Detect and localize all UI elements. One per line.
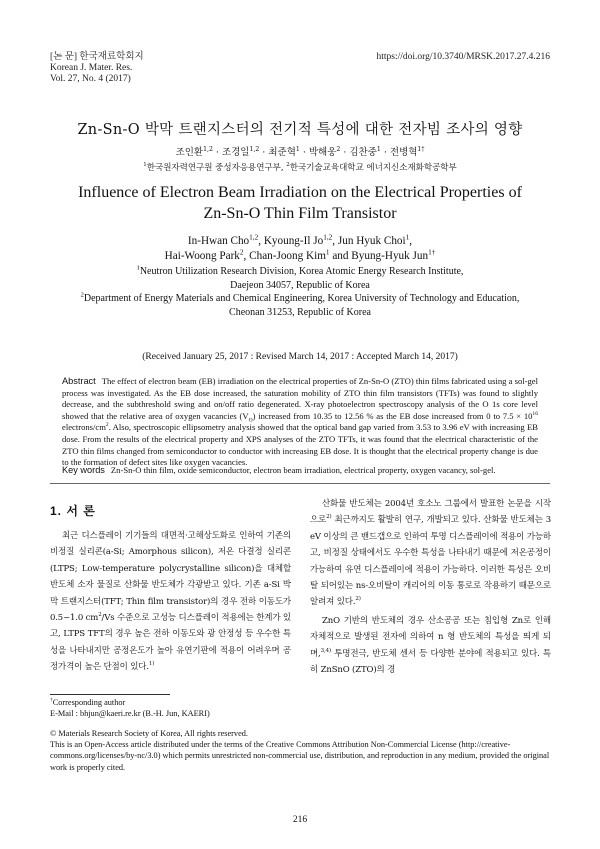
english-affiliations [52, 265, 548, 319]
aff-mark: 1 [325, 248, 330, 257]
license-text: This is an Open-Access article distributed under the terms of the Creative Commons Attribution Non-Commercial License (http://creative-commons.org/licenses/by-nc/3.0) which permits unrestricted non-commercial use, distribution, and reproduction in any medium, provided the original work is properly cited. [50, 740, 550, 772]
paragraph-text: 투명전극, 반도체 센서 등 다양한 분야에 적용되고 있다. 특히 ZnSnO (ZTO)의 경 [310, 648, 551, 676]
affiliation-ko-2: 한국기술교육대학교 에너지신소재화학공학부 [289, 163, 457, 173]
affiliation-text: Department of Energy Materials and Chemical Engineering, Korea University of Technology and Education, [83, 293, 520, 305]
keywords-label: Key words [62, 465, 105, 475]
abstract [62, 376, 538, 469]
paragraph-text: 최근까지도 활발히 연구, 개발되고 있다. 산화물 반도체는 3 eV 이상의 큰 밴드갭으로 인하여 투명 디스플레이에 적용이 가능하고, 비정질 상태에서도 우수한 특성을 나타내기 때문에 저온공정이 가능하여 유연 디스플레이에 적용이 가능하다. 이러한 특성은 오비탈 되어있는 ns-오비탈이 캐리어의 이동 통로로 작용하기 때문으로 알려져 있다. [310, 515, 551, 608]
english-title [60, 182, 540, 224]
paragraph-text: ZnO 기반의 반도체의 경우 산소공공 또는 침입형 Zn로 인해 자체적으로 발생된 전자에 의하여 n 형 반도체의 특성을 띄게 되며, [310, 615, 551, 659]
right-column [310, 496, 551, 680]
english-title-line: Influence of Electron Beam Irradiation on the Electrical Properties of [78, 184, 522, 201]
section-divider [50, 483, 550, 484]
english-authors-line: In-Hwan Cho$^{1,2}$, Kyoung-Il Jo$^{1,2}$, Jun Hyuk Choi$^1$, [187, 233, 413, 247]
journal-volume: Vol. 27, No. 4 (2017) [50, 74, 131, 84]
english-authors-line: Hai-Woong Park$^2$, Chan-Joong Kim$^1$ and Byung-Hyuk Jun$^{1\dagger}$ [164, 248, 436, 262]
abstract-text: ) increased from 10.35 to 12.56 % as the EB dose increased from 0 to 7.5 × 10 [252, 410, 533, 421]
author-en: In-Hwan Cho [187, 235, 250, 247]
section-heading-introduction: 1. 서 론 [50, 504, 96, 518]
page-number: 216 [292, 815, 308, 825]
corresponding-author-footnote [50, 697, 210, 719]
affiliation-en-2 [52, 292, 548, 306]
footnote-line [50, 697, 210, 708]
author-en: Byung-Hyuk Jun [351, 250, 429, 262]
aff-mark: 1 [376, 145, 381, 153]
aff-mark: 1† [428, 248, 436, 257]
abstract-text: electrons/cm [62, 422, 106, 433]
footnote-text: Corresponding author [52, 698, 126, 707]
footnote-email[interactable]: E-Mail : bhjun@kaeri.re.kr (B.-H. Jun, KAERI) [50, 709, 210, 718]
abstract-text: . Also, spectroscopic ellipsometry analysis showed that the optical band gap varied from 3.53 to 3.96 eV with increasing EB dose. From the results of the electrical property and XPS analyses of the ZTO TFTs, it was found that the electrical characteristic of the ZTO thin films changed from semiconductor to conductor with increasing EB dose. It is thought that the electrical property change is due to the formation of defect sites like oxygen vacancies. [62, 422, 538, 468]
aff-mark: 1,2 [249, 233, 259, 242]
affiliation-text: Daejeon 34057, Republic of Korea [230, 279, 370, 291]
author-ko: 김찬중 [349, 147, 377, 158]
reference-mark[interactable]: 2) [355, 596, 361, 603]
author-en: Hai-Woong Park [164, 250, 240, 262]
affiliation-text: Cheonan 31253, Republic of Korea [229, 306, 371, 318]
aff-mark: 1,2 [323, 233, 333, 242]
reference-mark[interactable]: 3,4) [320, 647, 331, 654]
affiliation-en-1 [52, 265, 548, 279]
english-title-line: Zn-Sn-O Thin Film Transistor [203, 205, 397, 222]
aff-mark: 1,2 [249, 145, 260, 153]
abstract-superscript: 16 [532, 410, 538, 417]
paragraph [310, 613, 551, 679]
aff-mark: 2 [336, 145, 341, 153]
left-column [50, 528, 291, 678]
aff-mark: 2 [239, 248, 244, 257]
footnote-divider [50, 694, 170, 695]
author-en: Kyoung-Il Jo [263, 235, 324, 247]
aff-mark: 1,2 [203, 145, 213, 153]
aff-mark: 2 [80, 291, 84, 299]
aff-mark: 1 [136, 264, 140, 272]
abstract-label: Abstract [62, 376, 96, 386]
aff-mark: 1 [143, 162, 147, 169]
aff-mark: 2 [286, 162, 290, 169]
copyright-notice [50, 728, 550, 773]
dagger-mark: † [50, 697, 53, 704]
author-ko: 조인환 [175, 147, 204, 158]
english-authors [60, 234, 540, 264]
paragraph-text: 산화물 반도체는 2004년 호소노 그룹에서 발표한 논문을 시작으로 [310, 499, 551, 526]
author-en: Jun Hyuk Choi [337, 235, 406, 247]
affiliation-text: Neutron Utilization Research Division, Korea Atomic Energy Research Institute, [139, 266, 464, 277]
korean-title: Zn-Sn-O 박막 트랜지스터의 전기적 특성에 대한 전자빔 조사의 영향 [77, 122, 523, 138]
author-ko: 조경일 [221, 147, 250, 158]
aff-mark: 1† [417, 145, 425, 153]
abstract-subscript: O [248, 417, 253, 424]
aff-mark: 1 [405, 233, 410, 242]
paragraph-text: /Vs 수준으로 고성능 디스플레이 적용에는 한계가 있고, LTPS TFT의 경우 높은 전하 이동도와 광 안정성 등 우수한 특성을 나타내지만 공정온도가 높아 유연기판에 적용이 어려우며 공정가격이 높은 단점이 있다. [50, 613, 291, 673]
paragraph-text: 최근 디스플레이 기기들의 대면적·고해상도화로 인하여 기존의 비정질 실리콘(a-Si; Amorphous silicon), 저온 다결정 실리콘(LTPS; Low-temperature polycrystalline silicon)을 대체할 반도체 소자 물질로 산화물 반도체가 각광받고 있다. 기존 a-Si 박막 트랜지스터(TFT; Thin film transistor)의 경우 전하 이동도가 0.5~1.0 cm [50, 531, 291, 624]
reference-mark[interactable]: 1) [148, 661, 155, 668]
journal-info [50, 52, 144, 85]
keywords [62, 465, 538, 475]
korean-authors: 조인환$^{1,2}$ · 조경일$^{1,2}$ · 최준혁$^1$ · 박해웅$^2$ · 김찬중$^1$ · 전병혁$^{1\dagger}$ [175, 145, 425, 158]
abstract-superscript: 2 [105, 422, 109, 429]
author-en: Chan-Joong Kim [249, 250, 326, 262]
received-dates: (Received January 25, 2017 : Revised March 14, 2017 : Accepted March 14, 2017) [142, 352, 458, 362]
affiliation-ko-1: 한국원자력연구원 중성자응용연구부 [146, 163, 281, 173]
keywords-text: Zn-Sn-O thin film, oxide semiconductor, electron beam irradiation, electrical property, oxygen vacancy, sol-gel. [110, 465, 496, 475]
author-ko: 최준혁 [268, 147, 296, 158]
journal-name-en: Korean J. Mater. Res. [50, 63, 133, 73]
superscript: 2 [98, 612, 102, 619]
journal-name-ko: [논 문] 한국재료학회지 [50, 52, 144, 62]
paragraph [310, 496, 551, 611]
author-ko: 박해웅 [308, 147, 337, 158]
author-ko: 전병혁 [389, 147, 418, 158]
doi-link[interactable]: https://doi.org/10.3740/MRSK.2017.27.4.216 [376, 52, 550, 62]
reference-mark[interactable]: 2) [326, 514, 332, 521]
korean-affiliations: $^1$한국원자력연구원 중성자응용연구부, $^2$한국기술교육대학교 에너지신소재화학공학부 [143, 162, 457, 173]
copyright-line: © Materials Research Society of Korea, All rights reserved. [50, 729, 248, 738]
paragraph [50, 528, 291, 676]
aff-mark: 1 [295, 145, 300, 153]
abstract-text: The effect of electron beam (EB) irradiation on the electrical properties of Zn-Sn-O (ZTO) thin films fabricated using a sol-gel process was investigated. As the EB dose increased, the saturation mobility of ZTO thin film transistors (TFTs) was found to slightly decrease, and the subthreshold swing and on/off ratio degenerated. X-ray photoelectron spectroscopy analysis of the O 1s core level showed that the relative area of oxygen vacancies (V [62, 376, 538, 421]
